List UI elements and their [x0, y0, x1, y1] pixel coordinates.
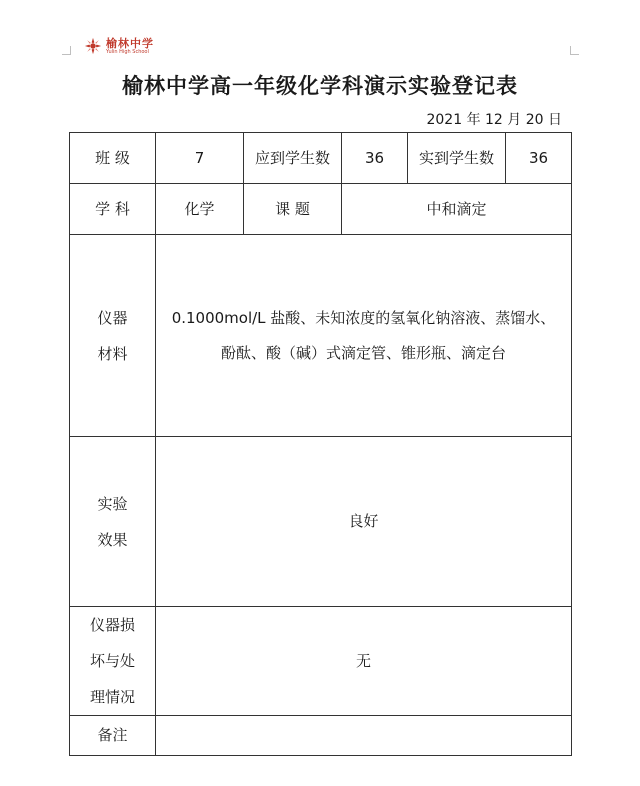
school-emblem-icon — [84, 37, 102, 55]
effect-value: 良好 — [156, 437, 572, 607]
experiment-record-table — [69, 132, 572, 756]
crop-mark-right — [570, 46, 579, 55]
instruments-row — [70, 235, 572, 437]
damage-label-line: 理情况 — [89, 688, 135, 706]
instruments-value — [156, 235, 572, 437]
instruments-line: 0.1000mol/L 盐酸、未知浓度的氢氧化钠溶液、蒸馏水、 — [171, 309, 556, 327]
crop-mark-left — [62, 46, 71, 55]
instruments-label-line: 仪器 — [97, 308, 128, 327]
school-name-english: Yulin High School — [106, 48, 149, 55]
class-value: 7 — [156, 133, 244, 184]
class-row — [70, 133, 572, 184]
damage-label — [70, 607, 156, 716]
subject-value: 化学 — [156, 184, 244, 235]
effect-label-line: 效果 — [97, 530, 128, 549]
remarks-value — [156, 716, 572, 756]
instruments-line: 酚酞、酸（碱）式滴定管、锥形瓶、滴定台 — [220, 343, 506, 362]
subject-label: 学 科 — [70, 184, 156, 235]
record-date: 2021 年 12 月 20 日 — [426, 112, 562, 128]
damage-label-line: 坏与处 — [89, 652, 135, 670]
damage-label-line: 仪器损 — [89, 616, 135, 634]
expected-students-label: 应到学生数 — [244, 133, 342, 184]
school-name: 榆林中学 — [106, 36, 154, 50]
topic-label: 课 题 — [244, 184, 342, 235]
expected-students-value: 36 — [342, 133, 408, 184]
damage-value: 无 — [156, 607, 572, 716]
actual-students-label: 实到学生数 — [408, 133, 506, 184]
instruments-label — [70, 235, 156, 437]
effect-row — [70, 437, 572, 607]
page-title: 榆林中学高一年级化学科演示实验登记表 — [122, 74, 518, 98]
remarks-label: 备注 — [70, 716, 156, 756]
actual-students-value: 36 — [506, 133, 572, 184]
school-logo — [84, 37, 154, 55]
damage-row — [70, 607, 572, 716]
effect-label-line: 实验 — [97, 494, 128, 513]
instruments-label-line: 材料 — [97, 344, 128, 363]
subject-row — [70, 184, 572, 235]
class-label: 班 级 — [70, 133, 156, 184]
remarks-row — [70, 716, 572, 756]
effect-label — [70, 437, 156, 607]
topic-value: 中和滴定 — [342, 184, 572, 235]
